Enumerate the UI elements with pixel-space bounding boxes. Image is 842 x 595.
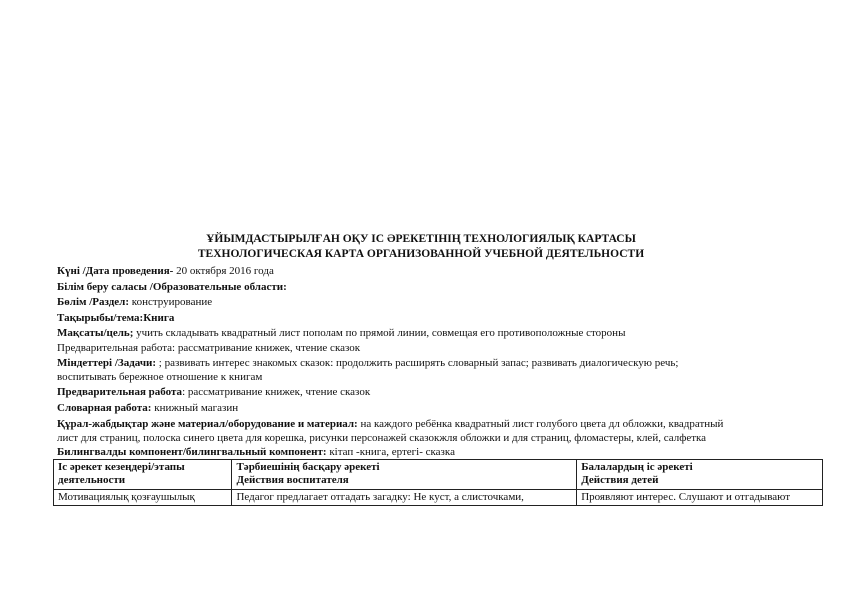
activity-table [53,459,823,506]
table-cell: Проявляют интерес. Слушают и отгадывают [577,490,823,506]
field-topic: Тақырыбы/тема:Книга [57,312,175,324]
table-header-row [54,460,823,490]
header-stages: Іс әрекет кезеңдері/этапы деятельности [54,460,232,490]
field-tasks: Міндеттері /Задачи: ; развивать интерес знакомых сказок: продолжить расширять словарный запас; развивать диалогическую речь; [57,357,679,369]
field-preliminary-work-1: Предварительная работа: рассматривание книжек, чтение сказок [57,342,361,354]
field-preliminary-work-2: Предварительная работа: рассматривание книжек, чтение сказок [57,386,371,398]
field-goal: Мақсаты/цель; учить складывать квадратный лист пополам по прямой линии, совмещая его противоположные стороны [57,327,626,339]
header-teacher-actions: Тәрбиешінің басқару әрекеті Действия воспитателя [232,460,577,490]
title-russian: ТЕХНОЛОГИЧЕСКАЯ КАРТА ОРГАНИЗОВАННОЙ УЧЕБНОЙ ДЕЯТЕЛЬНОСТИ [197,248,645,260]
field-section: Бөлім /Раздел: конструирование [57,296,213,308]
field-equipment: Құрал-жабдықтар және материал/оборудование и материал: на каждого ребёнка квадратный лист голубого цвета дл обложки, квадратный [57,418,724,430]
field-date: Күні /Дата проведения- 20 октября 2016 года [57,265,274,277]
title-kazakh: ҰЙЫМДАСТЫРЫЛҒАН ОҚУ ІС ӘРЕКЕТІНІҢ ТЕХНОЛОГИЯЛЫҚ КАРТАСЫ [206,233,636,245]
field-equipment-continued: лист для страниц, полоска синего цвета для корешка, рисунки персонажей сказокжля обложки и для страниц, фломастеры, клей, салфетка [57,432,707,444]
field-vocabulary: Словарная работа: книжный магазин [57,402,239,414]
table-cell: Мотивациялық қозғаушылық [54,490,232,506]
field-tasks-continued: воспитывать бережное отношение к книгам [57,371,263,383]
table-cell: Педагог предлагает отгадать загадку: Не куст, а слисточками, [232,490,577,506]
header-children-actions: Балалардың іс әрекеті Действия детей [577,460,823,490]
table-row [54,490,823,506]
field-education-area: Білім беру саласы /Образовательные области: [57,281,287,293]
field-bilingual: Билингвалды компонент/билингвальный компонент: кітап -книга, ертегі- сказка [57,446,455,458]
